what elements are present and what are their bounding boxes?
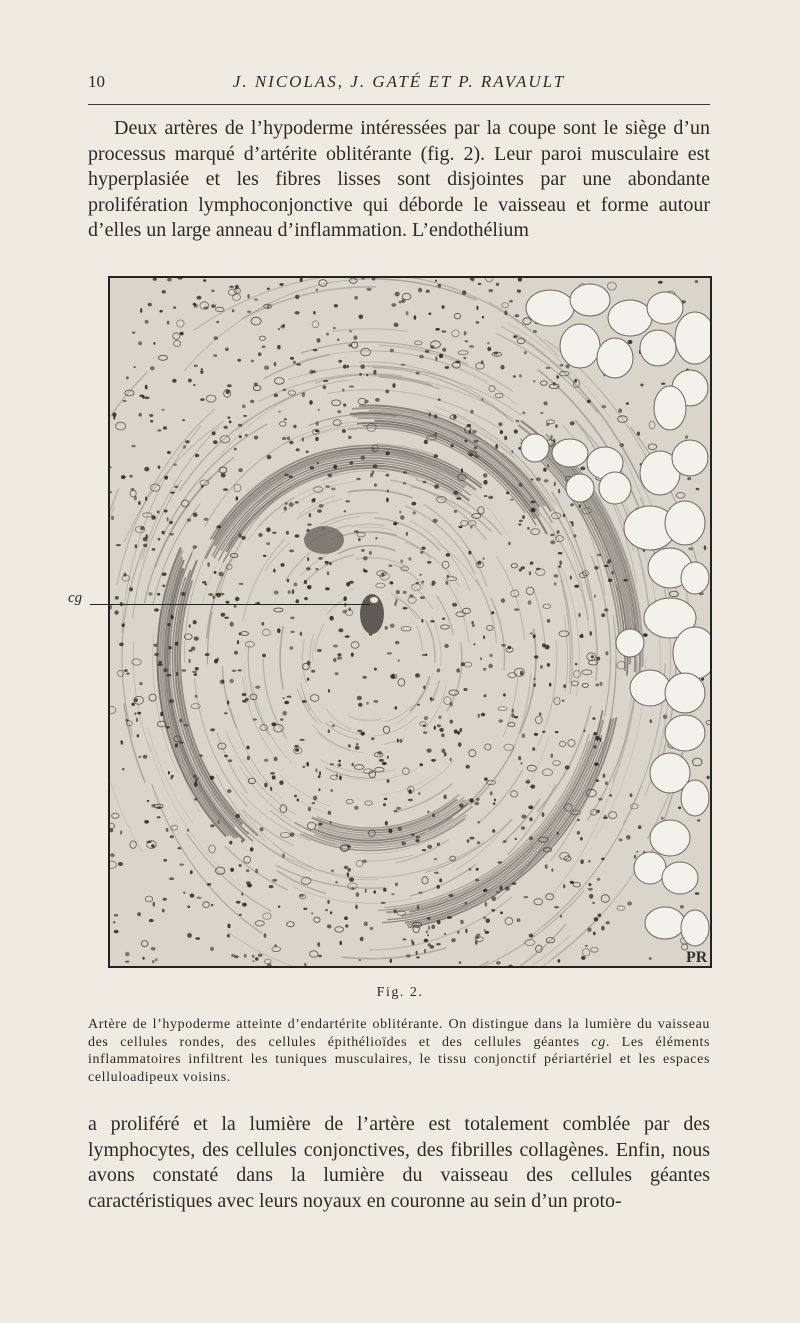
caption-cg: cg (591, 1034, 606, 1050)
caption-text-start: Artère de l’hypoderme atteinte d’endartérite oblitérante. On distingue dans la lumière du vaisseau des cellules rondes, des cellules épithélioïdes et des cellules géantes (88, 1017, 710, 1050)
running-title: J. NICOLAS, J. GATÉ ET P. RAVAULT (232, 72, 566, 91)
caption-text-end: . Les éléments inflammatoires infiltrent les tuniques musculaires, le tissu conjonctif périartériel et les espaces celluloadipeux voisins. (88, 1034, 710, 1085)
giant-cell-upper (304, 526, 344, 554)
histology-drawing (110, 278, 710, 966)
figure-caption (88, 1016, 710, 1086)
histology-figure (108, 276, 712, 968)
figure-pointer-label: cg (68, 590, 83, 606)
paragraph-top: Deux artères de l’hypoderme intéressées par la coupe sont le siège d’un processus marqué d’artérite oblitérante (fig. 2). Leur paroi musculaire est hyperplasiée et les fibres lisses sont disjointes par une abondante prolifération lymphoconjonctive qui déborde le vaisseau et forme autour d’elles un large anneau d’inflammation. L’endothélium (88, 117, 710, 241)
page-header (88, 64, 710, 94)
figure-pointer-line (90, 604, 370, 605)
paragraph-bottom: a proliféré et la lumière de l’artère est totalement comblée par des lymphocytes, des cellules conjonctives, des fibrilles collagènes. Enfin, nous avons constaté dans la lumière du vaisseau des cellules géantes caractéristiques avec leurs noyaux en couronne au sein d’un proto- (88, 1113, 710, 1212)
figure-number: Fig. 2. (376, 985, 424, 1000)
header-rule (88, 104, 710, 105)
artist-signature: PR (686, 949, 708, 966)
page-number: 10 (88, 72, 105, 91)
